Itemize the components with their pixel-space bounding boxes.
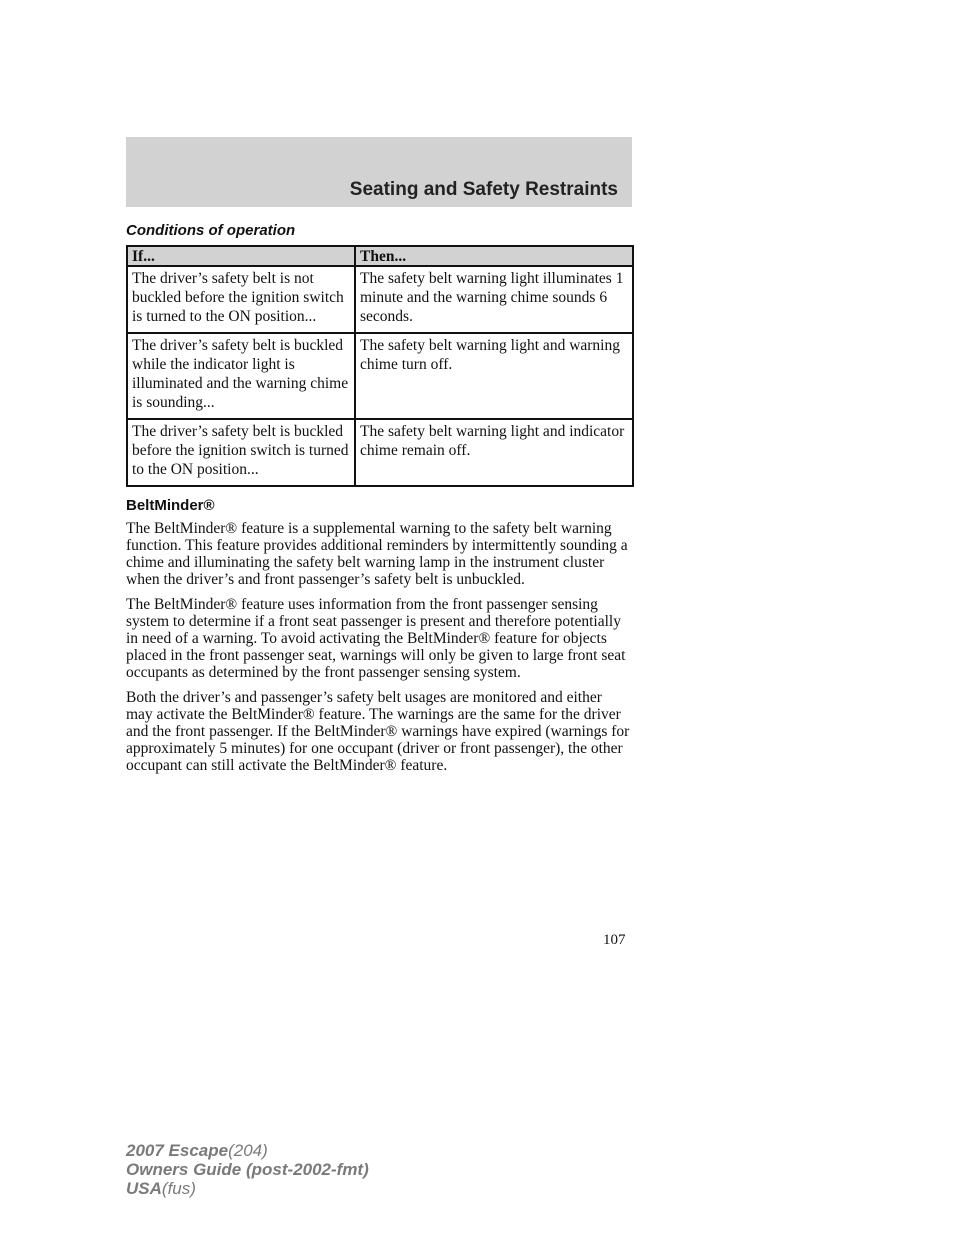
footer-line — [126, 1141, 369, 1160]
result-cell: The safety belt warning light and indicator chime remain off. — [355, 419, 633, 486]
footer-model-code: (204) — [228, 1141, 268, 1160]
table-row — [127, 419, 633, 486]
beltminder-paragraph: The BeltMinder® feature is a supplemental warning to the safety belt warning function. This feature provides additional reminders by intermittently sounding a chime and illuminating the safety belt warning lamp in the instrument cluster when the driver’s and front passenger’s safety belt is unbuckled. — [126, 520, 628, 588]
section-header-band — [126, 137, 632, 207]
result-cell: The safety belt warning light and warning chime turn off. — [355, 333, 633, 419]
section-title: Seating and Safety Restraints — [349, 179, 618, 200]
beltminder-paragraph: Both the driver’s and passenger’s safety belt usages are monitored and either may activate the BeltMinder® feature. The warnings are the same for the driver and the front passenger. If the BeltMinder® warnings have expired (warnings for approximately 5 minutes) for one occupant (driver or front passenger), the other occupant can still activate the BeltMinder® feature. — [126, 689, 630, 774]
footer-market: USA — [126, 1179, 162, 1198]
column-header-then: Then... — [355, 246, 633, 266]
footer-guide: Owners Guide (post-2002-fmt) — [126, 1160, 369, 1179]
column-header-if: If... — [127, 246, 355, 266]
beltminder-heading: BeltMinder® — [126, 497, 215, 514]
table-header-row — [127, 246, 633, 266]
page-content — [126, 222, 632, 782]
table-row — [127, 333, 633, 419]
footer-line — [126, 1179, 369, 1198]
result-cell: The safety belt warning light illuminates 1 minute and the warning chime sounds 6 seconds. — [355, 266, 633, 333]
footer-market-code: (fus) — [161, 1179, 196, 1198]
document-footer — [126, 1141, 369, 1198]
condition-cell: The driver’s safety belt is buckled before the ignition switch is turned to the ON position... — [127, 419, 355, 486]
conditions-table — [126, 245, 634, 487]
page-number: 107 — [603, 932, 626, 948]
conditions-heading: Conditions of operation — [126, 222, 296, 239]
condition-cell: The driver’s safety belt is buckled while the indicator light is illuminated and the warning chime is sounding... — [127, 333, 355, 419]
table-row — [127, 266, 633, 333]
condition-cell: The driver’s safety belt is not buckled before the ignition switch is turned to the ON position... — [127, 266, 355, 333]
beltminder-paragraph: The BeltMinder® feature uses information from the front passenger sensing system to determine if a front seat passenger is present and therefore potentially in need of a warning. To avoid activating the BeltMinder® feature for objects placed in the front passenger seat, warnings will only be given to large front seat occupants as determined by the front passenger sensing system. — [126, 596, 626, 681]
footer-model: 2007 Escape — [126, 1141, 229, 1160]
footer-line — [126, 1160, 369, 1179]
